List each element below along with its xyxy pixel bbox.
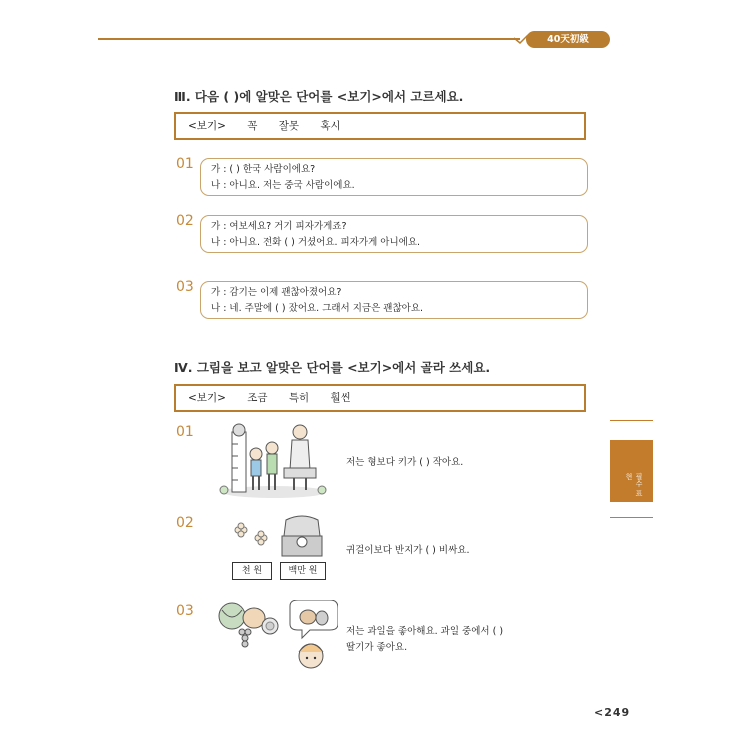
sentence [346, 624, 503, 656]
family-height-illustration [218, 420, 330, 500]
fruit-illustration [214, 600, 338, 672]
question-number: 02 [176, 213, 194, 229]
example-word: 훨씬 [330, 392, 351, 404]
section4-example-box [174, 384, 586, 412]
example-label: <보기> [188, 120, 226, 132]
sentence: 저는 형보다 키가 ( ) 작아요. [346, 457, 464, 468]
dialogue-line-a: 가 : 감기는 이제 괜찮아졌어요? [211, 287, 342, 298]
dialogue-line-a: 가 : ( ) 한국 사람이에요? [211, 164, 316, 175]
example-word: 조금 [247, 392, 268, 404]
price-label: 천 원 [232, 562, 272, 580]
dialogue-box [200, 215, 588, 253]
example-word: 혹시 [320, 120, 341, 132]
dialogue-box [200, 281, 588, 319]
example-word: 꼭 [247, 120, 258, 132]
example-word: 특히 [288, 392, 310, 404]
section4-title: Ⅳ. 그림을 보고 알맞은 단어를 <보기>에서 골라 쓰세요. [174, 360, 491, 375]
sentence-line-2: 딸기가 좋아요. [346, 642, 408, 653]
page-number: <249 [594, 706, 631, 719]
dialogue-line-b: 나 : 네. 주말에 ( ) 잤어요. 그래서 지금은 괜찮아요. [211, 303, 424, 314]
example-word: 잘못 [278, 120, 300, 132]
price-label: 백만 원 [280, 562, 326, 580]
dialogue-line-b: 나 : 아니요. 저는 중국 사람이에요. [211, 180, 355, 191]
question-number: 03 [176, 603, 194, 619]
dialogue-line-b: 나 : 아니요. 전화 ( ) 거셨어요. 피자가게 아니에요. [211, 237, 421, 248]
sentence: 귀걸이보다 반지가 ( ) 비싸요. [346, 545, 470, 556]
dialogue-box [200, 158, 588, 196]
sentence-line-1: 저는 과일을 좋아해요. 과일 중에서 ( ) [346, 626, 504, 637]
question-number: 01 [176, 156, 194, 172]
side-tab-label: 필수 표현 [625, 473, 643, 497]
question-number: 01 [176, 424, 194, 440]
question-number: 03 [176, 279, 194, 295]
question-number: 02 [176, 515, 194, 531]
section3-example-box [174, 112, 586, 140]
header-rule [98, 38, 520, 40]
level-tag: 40天初級 [526, 31, 610, 48]
example-label: <보기> [188, 392, 226, 404]
side-tab [610, 440, 653, 502]
dialogue-line-a: 가 : 여보세요? 거기 피자가게죠? [211, 221, 347, 232]
section3-title: Ⅲ. 다음 ( )에 알맞은 단어를 <보기>에서 고르세요. [174, 89, 464, 104]
jewelry-illustration [228, 514, 328, 562]
